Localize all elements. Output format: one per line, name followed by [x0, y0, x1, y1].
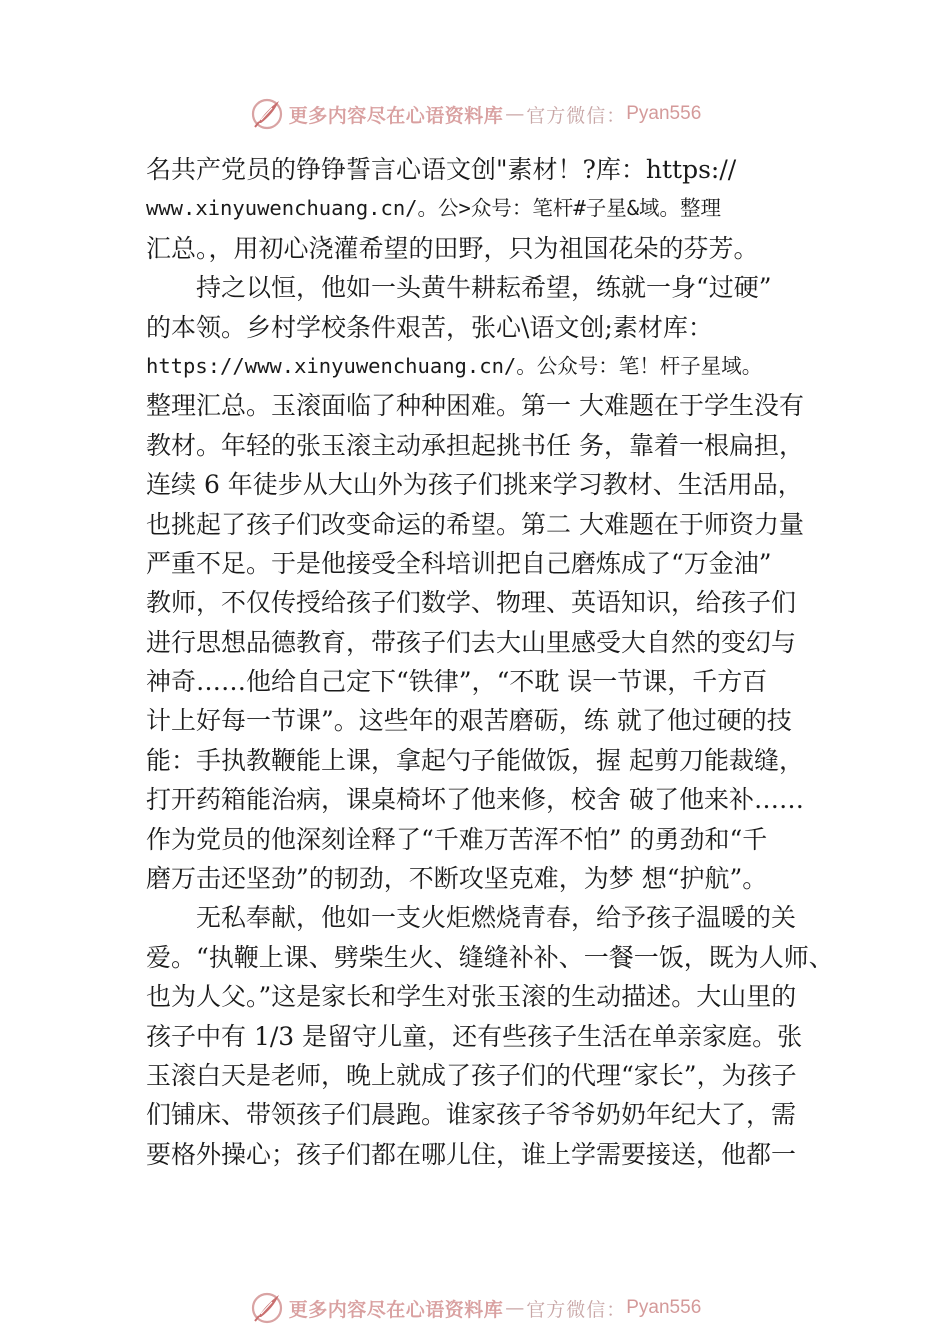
body-line: 爱。“执鞭上课、劈柴生火、缝缝补补、一餐一饭，既为人师、	[146, 942, 834, 972]
footer-wechat-label: 官方微信：	[526, 1298, 627, 1321]
footer-dash: —	[505, 1297, 525, 1319]
body-line: 也为人父。”这是家长和学生对张玉滚的生动描述。大山里的	[146, 982, 797, 1012]
body-line: 玉滚白天是老师，晚上就成了孩子们的代理“家长”，为孩子	[146, 1060, 797, 1090]
quill-logo-icon	[249, 96, 285, 132]
paragraph-start-line: 持之以恒，他如一头黄牛耕耘希望，练就一身“过硬”	[196, 273, 772, 303]
body-line: 汇总。，用初心浇灌希望的田野，只为祖国花朵的芬芳。	[146, 233, 759, 263]
body-line: 连续 6 年徒步从大山外为孩子们挑来学习教材、生活用品，	[146, 470, 803, 500]
body-line: www.xinyuwenchuang.cn/。公>众号：笔杆#子星&域。整理	[146, 196, 722, 221]
body-line: 要格外操心；孩子们都在哪儿住，谁上学需要接送，他都一	[146, 1139, 797, 1169]
footer-brand-text: 更多内容尽在心语资料库	[288, 1298, 504, 1321]
body-line: 们铺床、带领孩子们晨跑。谁家孩子爷爷奶奶年纪大了，需	[146, 1100, 797, 1130]
body-line: 也挑起了孩子们改变命运的希望。第二 大难题在于师资力量	[146, 509, 804, 539]
body-line: 严重不足。于是他接受全科培训把自己磨炼成了“万金油”	[146, 548, 772, 578]
body-line: 磨万击还坚劲”的韧劲，不断攻坚克难，为梦 想“护航”。	[146, 864, 768, 894]
body-line: 教材。年轻的张玉滚主动承担起挑书任 务，靠着一根扁担，	[146, 430, 804, 460]
body-line: 进行思想品德教育，带孩子们去大山里感受大自然的变幻与	[146, 627, 797, 657]
header-wechat-label: 官方微信：	[526, 104, 627, 127]
document-body	[146, 150, 834, 1174]
footer-wechat-id: Pyan556	[626, 1297, 702, 1318]
body-line: 教师，不仅传授给孩子们数学、物理、英语知识，给孩子们	[146, 588, 797, 618]
body-line: 名共产党员的铮铮誓言心语文创"素材！?库：https://	[146, 155, 737, 184]
body-line: 计上好每一节课”。这些年的艰苦磨砺，练 就了他过硬的技	[146, 706, 792, 736]
body-line: 作为党员的他深刻诠释了“千难万苦浑不怕” 的勇劲和“千	[146, 824, 768, 854]
header-dash: —	[505, 103, 525, 125]
body-line: 能：手执教鞭能上课，拿起勺子能做饭，握 起剪刀能裁缝，	[146, 745, 804, 775]
body-line: 整理汇总。玉滚面临了种种困难。第一 大难题在于学生没有	[146, 391, 804, 421]
header-brand-text: 更多内容尽在心语资料库	[288, 104, 504, 127]
body-line: https://www.xinyuwenchuang.cn/。公众号：笔！杆子星域。	[146, 353, 763, 378]
body-line: 孩子中有 1/3 是留守儿童，还有些孩子生活在单亲家庭。张	[146, 1021, 803, 1051]
header-wechat-id: Pyan556	[626, 103, 702, 124]
paragraph-start-line: 无私奉献，他如一支火炬燃烧青春，给予孩子温暖的关	[196, 903, 797, 933]
body-line: 的本领。乡村学校条件艰苦，张心\语文创;素材库：	[146, 312, 713, 342]
header-banner	[0, 94, 950, 134]
body-line: 打开药箱能治病，课桌椅坏了他来修，校舍 破了他来补……	[146, 785, 804, 815]
quill-logo-icon	[249, 1290, 285, 1326]
body-line: 神奇……他给自己定下“铁律”，“不耽 误一节课，千方百	[146, 667, 768, 697]
footer-banner	[0, 1288, 950, 1328]
